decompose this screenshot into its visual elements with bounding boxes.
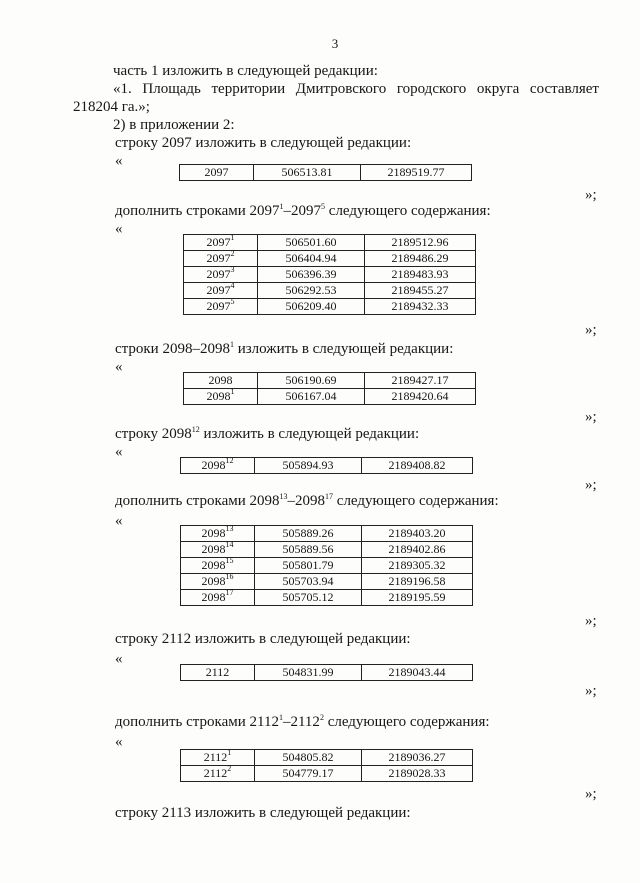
coord-x: 506396.39 xyxy=(258,267,365,283)
coord-x: 505889.56 xyxy=(255,542,362,558)
coord-x: 506292.53 xyxy=(258,283,365,299)
table-row xyxy=(180,165,472,181)
coord-y: 2189195.59 xyxy=(362,590,473,606)
section-heading: строку 2112 изложить в следующей редакции: xyxy=(115,631,411,647)
section-heading: дополнить строками 2098$^{13}$–2098$^{17}$ следующего содержания: xyxy=(115,492,499,509)
table-row xyxy=(181,458,473,474)
table-row xyxy=(184,251,476,267)
table-row xyxy=(181,590,473,606)
open-quote: « xyxy=(115,444,123,460)
point-id: 2098$^1$ xyxy=(184,389,258,405)
section-heading: дополнить строками 2097$^1$–2097$^5$ следующего содержания: xyxy=(115,202,491,219)
table-row xyxy=(184,389,476,405)
intro-line-2: «1. Площадь территории Дмитровского городского округа составляет xyxy=(113,81,599,97)
coord-y: 2189420.64 xyxy=(365,389,476,405)
intro-line-4: 2) в приложении 2: xyxy=(113,117,235,133)
table-row xyxy=(181,766,473,782)
coord-y: 2189486.29 xyxy=(365,251,476,267)
point-id: 2098$^{14}$ xyxy=(181,542,255,558)
coordinates-table xyxy=(180,525,473,606)
close-quote: »; xyxy=(585,613,597,629)
section-heading: строки 2098–2098$^1$ изложить в следующей редакции: xyxy=(115,340,454,357)
table-row xyxy=(181,750,473,766)
coord-y: 2189427.17 xyxy=(365,373,476,389)
coord-x: 505703.94 xyxy=(255,574,362,590)
coord-y: 2189043.44 xyxy=(362,665,473,681)
point-id: 2112$^2$ xyxy=(181,766,255,782)
point-id: 2098$^{13}$ xyxy=(181,526,255,542)
coord-x: 506501.60 xyxy=(258,235,365,251)
point-id: 2097 xyxy=(180,165,254,181)
open-quote: « xyxy=(115,651,123,667)
point-id: 2098$^{16}$ xyxy=(181,574,255,590)
coord-y: 2189403.20 xyxy=(362,526,473,542)
coord-x: 505705.12 xyxy=(255,590,362,606)
point-id: 2098$^{12}$ xyxy=(181,458,255,474)
coord-x: 506404.94 xyxy=(258,251,365,267)
close-quote: »; xyxy=(585,477,597,493)
page-number: 3 xyxy=(331,36,339,51)
coord-y: 2189432.33 xyxy=(365,299,476,315)
close-quote: »; xyxy=(585,322,597,338)
point-id: 2097$^5$ xyxy=(184,299,258,315)
coordinates-table xyxy=(180,664,473,681)
point-id: 2112$^1$ xyxy=(181,750,255,766)
coord-y: 2189519.77 xyxy=(361,165,472,181)
section-heading: строку 2097 изложить в следующей редакции: xyxy=(115,135,412,151)
coord-x: 506167.04 xyxy=(258,389,365,405)
coord-x: 505894.93 xyxy=(255,458,362,474)
point-id: 2098$^{15}$ xyxy=(181,558,255,574)
table-row xyxy=(181,665,473,681)
coordinates-table xyxy=(179,164,472,181)
coord-y: 2189036.27 xyxy=(362,750,473,766)
coordinates-table xyxy=(180,457,473,474)
open-quote: « xyxy=(115,221,123,237)
coord-x: 505801.79 xyxy=(255,558,362,574)
table-row xyxy=(184,373,476,389)
last-heading: строку 2113 изложить в следующей редакции: xyxy=(115,805,411,821)
intro-line-3: 218204 га.»; xyxy=(73,99,150,115)
open-quote: « xyxy=(115,153,123,169)
close-quote: »; xyxy=(585,187,597,203)
coord-x: 506209.40 xyxy=(258,299,365,315)
table-row xyxy=(184,267,476,283)
coord-y: 2189402.86 xyxy=(362,542,473,558)
table-row xyxy=(184,235,476,251)
coord-y: 2189196.58 xyxy=(362,574,473,590)
point-id: 2097$^1$ xyxy=(184,235,258,251)
coordinates-table xyxy=(180,749,473,782)
coord-x: 504779.17 xyxy=(255,766,362,782)
table-row xyxy=(181,558,473,574)
coord-y: 2189512.96 xyxy=(365,235,476,251)
close-quote: »; xyxy=(585,409,597,425)
close-quote: »; xyxy=(585,683,597,699)
point-id: 2097$^3$ xyxy=(184,267,258,283)
section-heading: строку 2098$^{12}$ изложить в следующей редакции: xyxy=(115,425,420,442)
coord-y: 2189028.33 xyxy=(362,766,473,782)
coord-x: 504805.82 xyxy=(255,750,362,766)
point-id: 2097$^4$ xyxy=(184,283,258,299)
coord-y: 2189408.82 xyxy=(362,458,473,474)
table-row xyxy=(181,526,473,542)
coord-y: 2189455.27 xyxy=(365,283,476,299)
close-quote: »; xyxy=(585,786,597,802)
table-row xyxy=(184,299,476,315)
coord-y: 2189483.93 xyxy=(365,267,476,283)
section-heading: дополнить строками 2112$^1$–2112$^2$ следующего содержания: xyxy=(115,713,490,730)
coord-y: 2189305.32 xyxy=(362,558,473,574)
table-row xyxy=(181,542,473,558)
point-id: 2112 xyxy=(181,665,255,681)
open-quote: « xyxy=(115,513,123,529)
open-quote: « xyxy=(115,734,123,750)
coord-x: 504831.99 xyxy=(255,665,362,681)
point-id: 2097$^2$ xyxy=(184,251,258,267)
coordinates-table xyxy=(183,372,476,405)
point-id: 2098$^{17}$ xyxy=(181,590,255,606)
table-row xyxy=(184,283,476,299)
intro-line-1: часть 1 изложить в следующей редакции: xyxy=(113,63,378,79)
coord-x: 506513.81 xyxy=(254,165,361,181)
coord-x: 505889.26 xyxy=(255,526,362,542)
table-row xyxy=(181,574,473,590)
coordinates-table xyxy=(183,234,476,315)
coord-x: 506190.69 xyxy=(258,373,365,389)
point-id: 2098 xyxy=(184,373,258,389)
open-quote: « xyxy=(115,359,123,375)
